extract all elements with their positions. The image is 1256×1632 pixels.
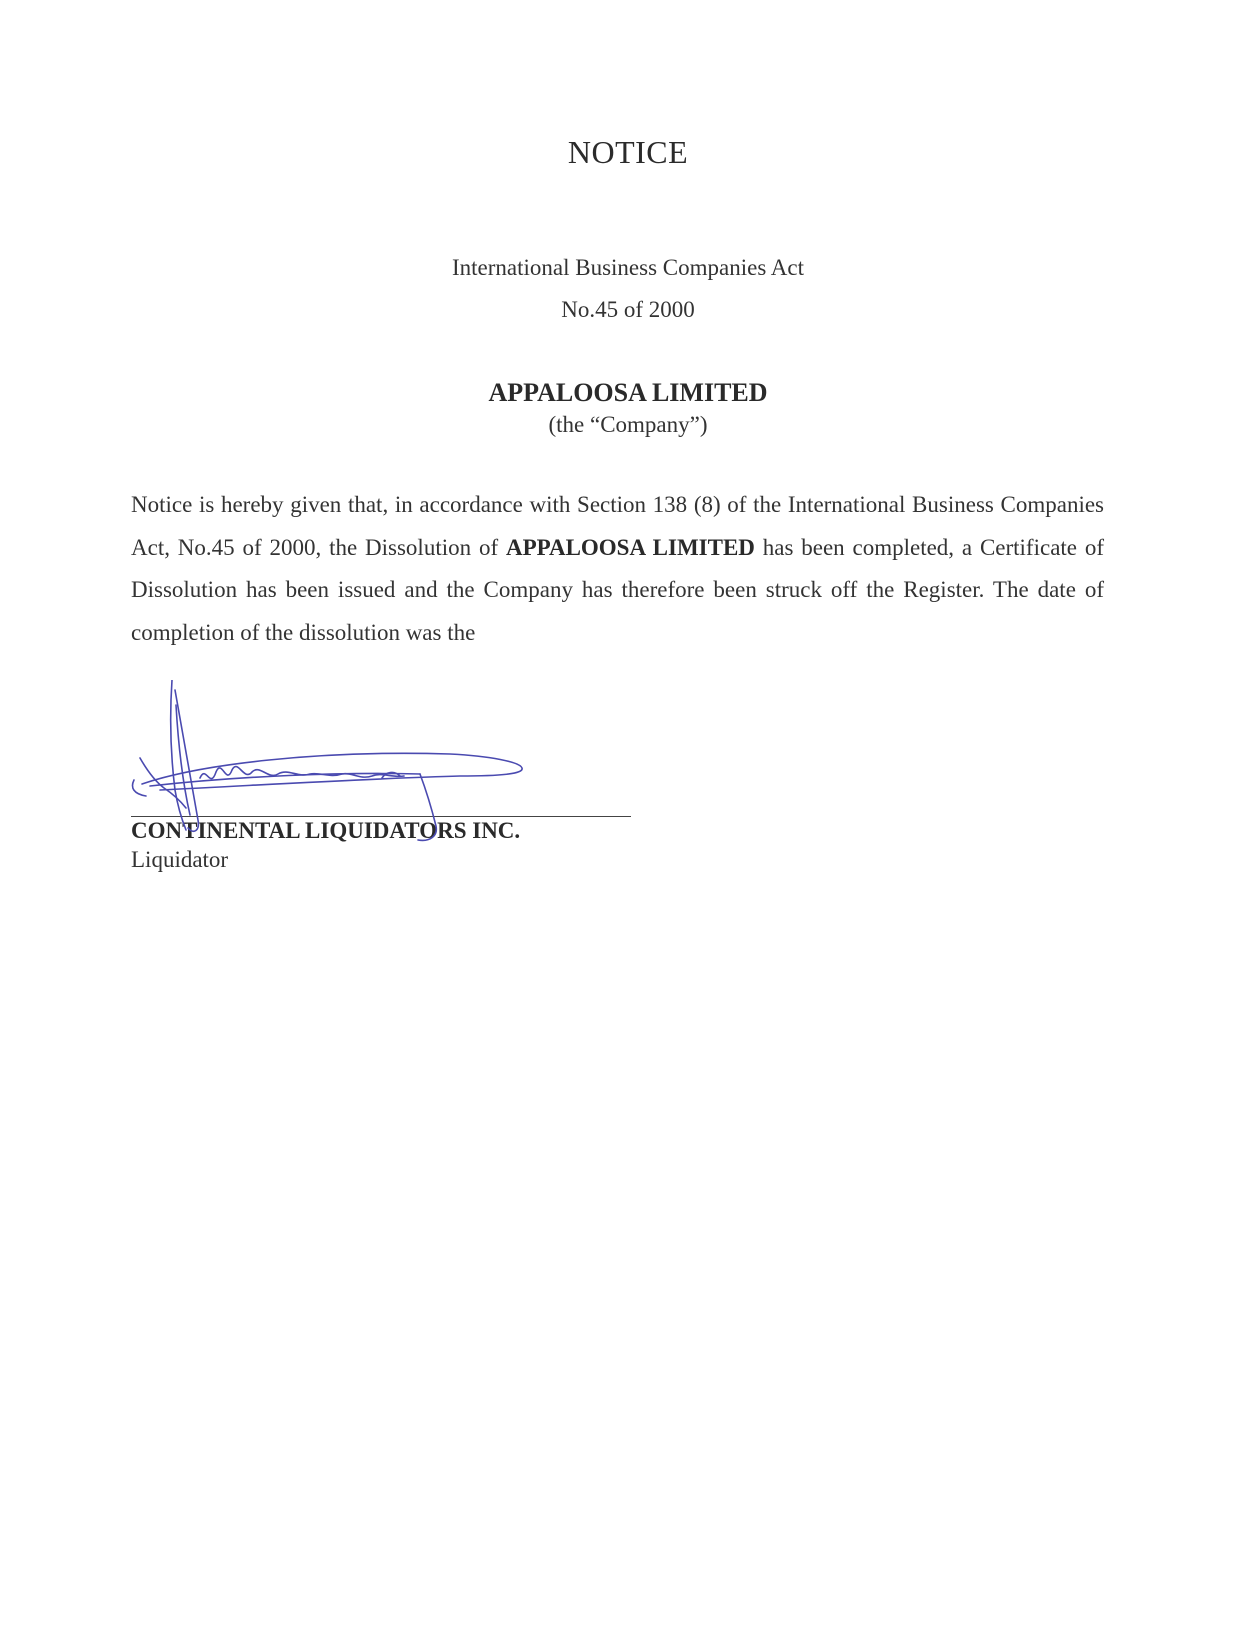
liquidator-name: CONTINENTAL LIQUIDATORS INC. bbox=[131, 818, 521, 843]
handwritten-signature bbox=[120, 680, 570, 870]
notice-title: NOTICE bbox=[567, 134, 689, 170]
company-name: APPALOOSA LIMITED bbox=[488, 378, 768, 407]
notice-company-name: APPALOOSA LIMITED bbox=[505, 534, 755, 560]
notice-text-part-2: has been completed, a Certificate of Dissolution has been issued and the Company has therefore been struck off the Register. The date of completion of the dissolution was the bbox=[131, 534, 1104, 645]
notice-text-part-1: Notice is hereby given that, in accordance with Section 138 (8) of the International Business Companies Act, No.45 of 2000, the Dissolution of bbox=[131, 492, 1104, 560]
company-alias: (the “Company”) bbox=[548, 412, 708, 437]
act-number: No.45 of 2000 bbox=[561, 297, 695, 322]
liquidator-role: Liquidator bbox=[131, 847, 229, 872]
act-name: International Business Companies Act bbox=[452, 255, 804, 280]
notice-paragraph bbox=[131, 484, 1104, 654]
